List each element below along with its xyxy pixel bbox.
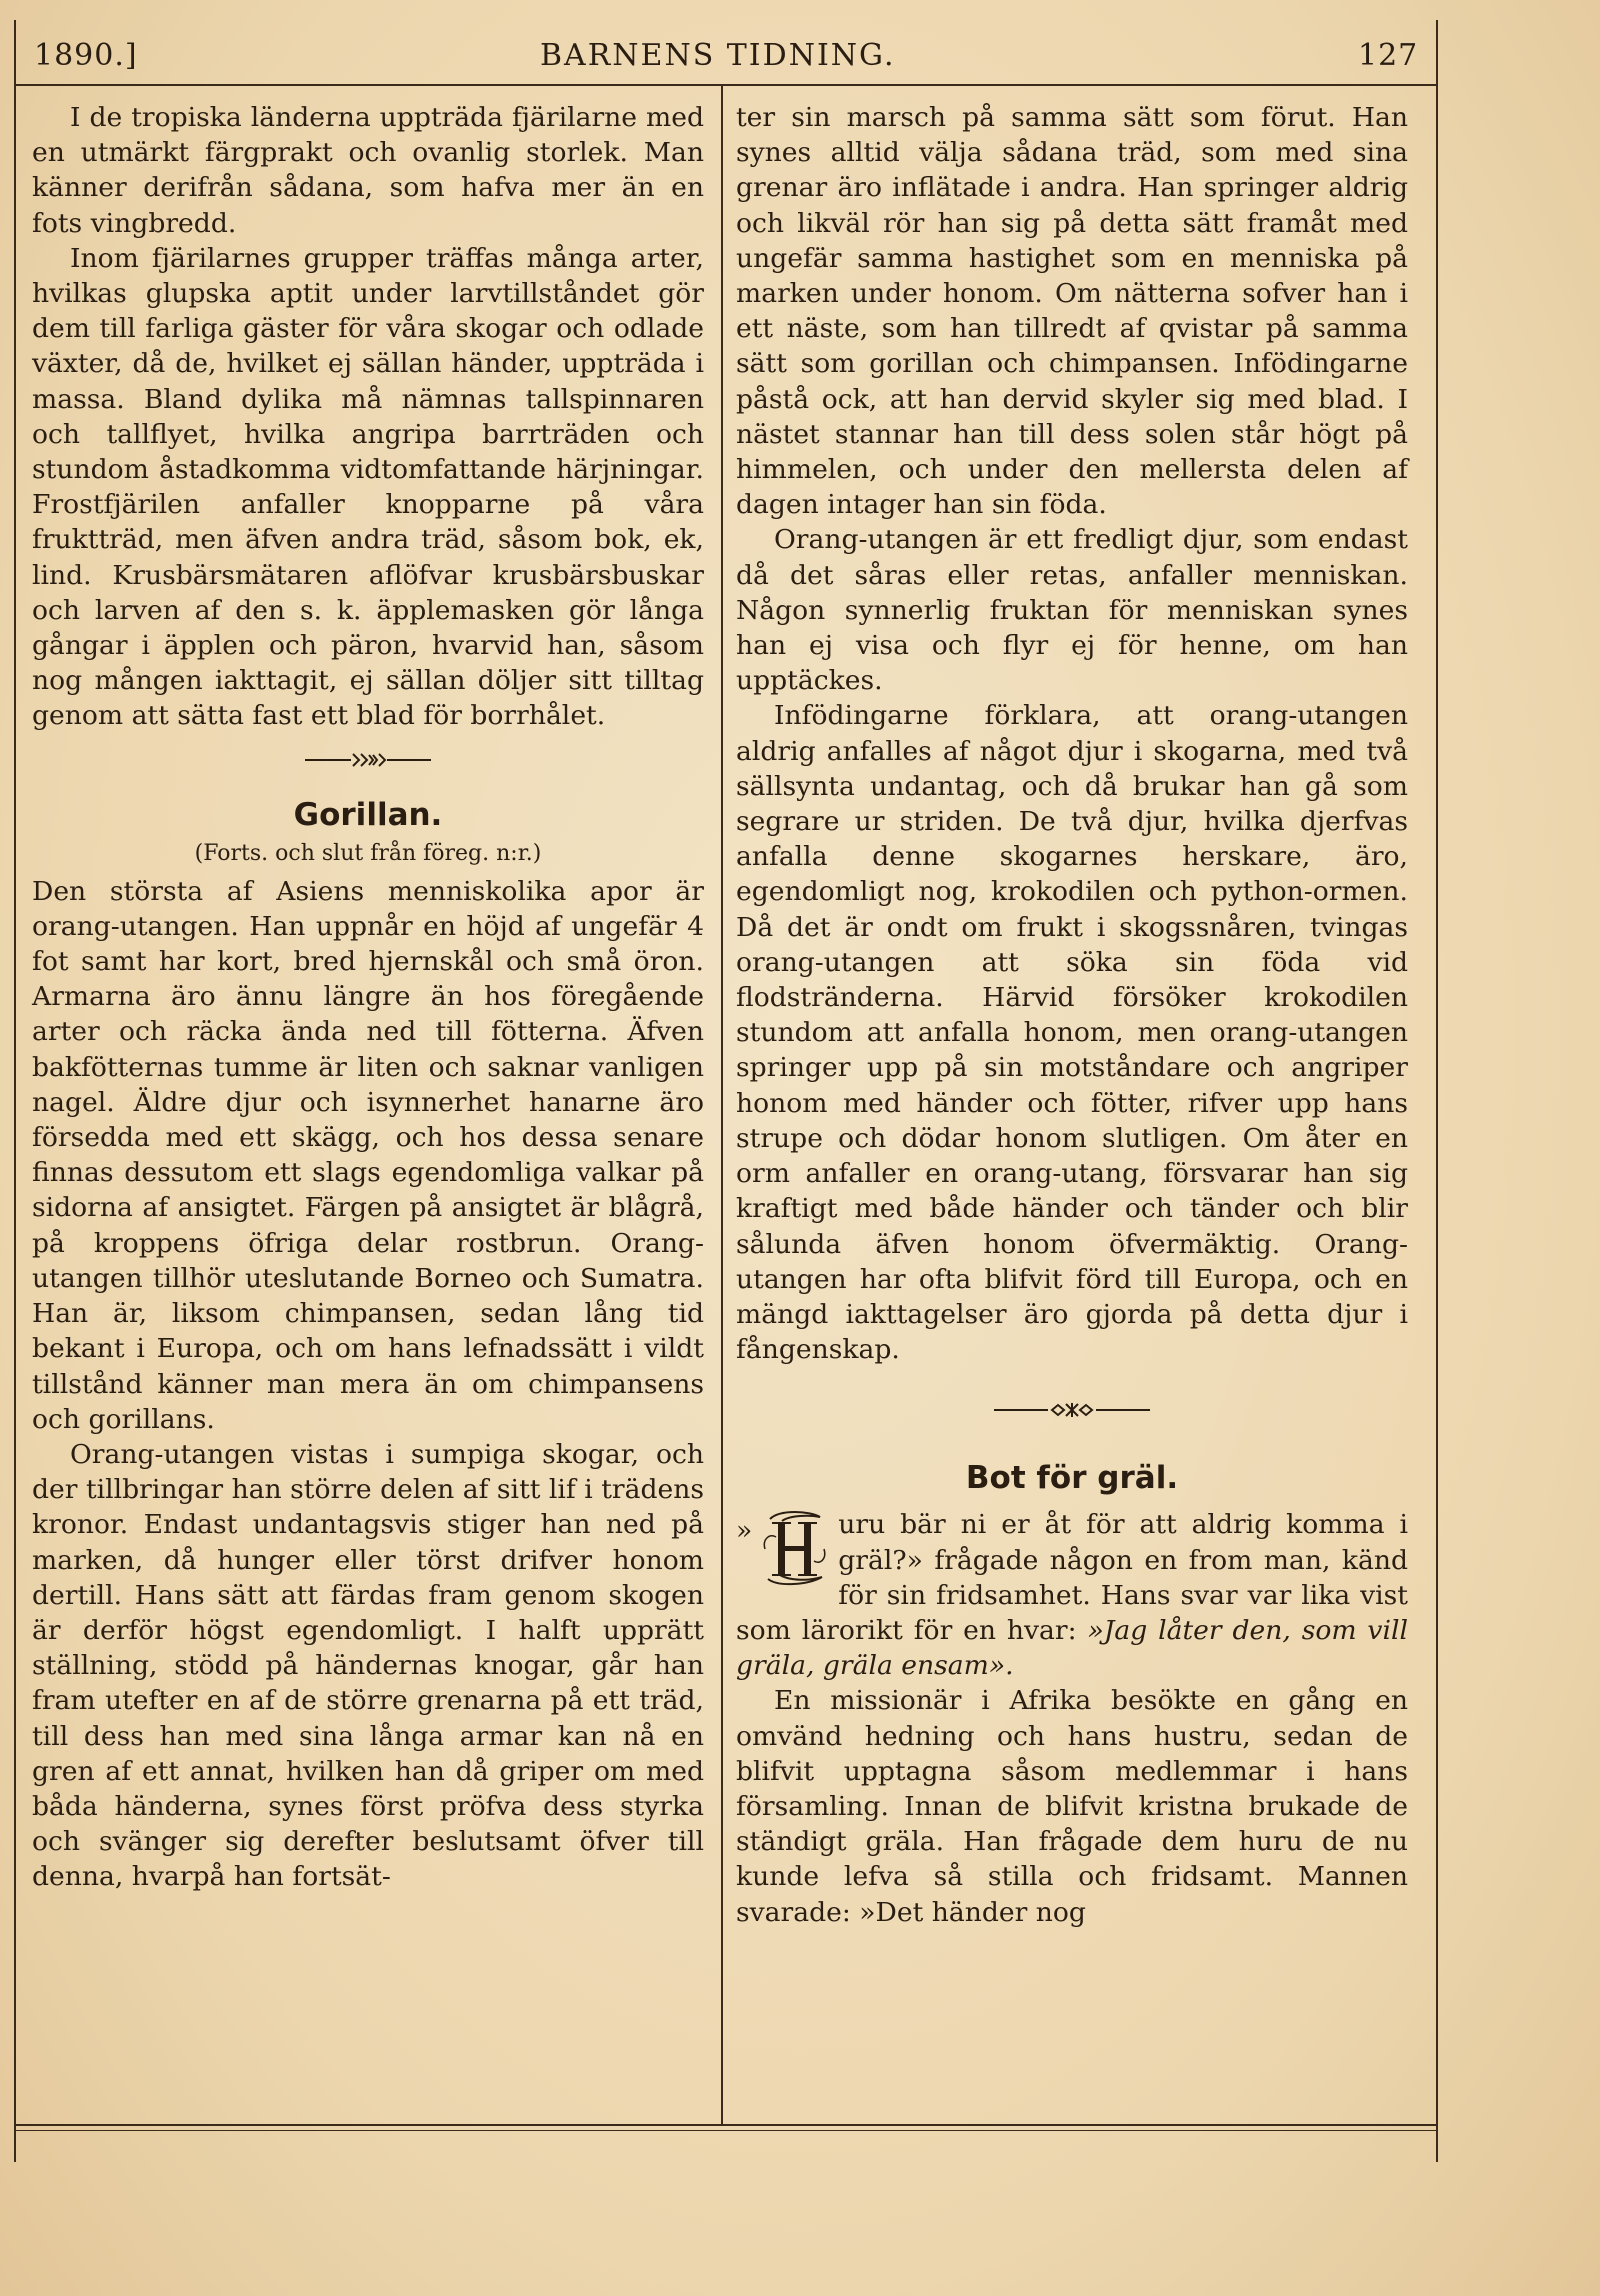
bot-paragraph-2: En missionär i Afrika besökte en gång en omvänd hedning och hans hustru, sedan de blifvit upptagna såsom medlemmar i hans församling. Innan de blifvit kristna brukade de ständigt gräla. Han frågade dem huru de nu kunde lefva så stilla och fridsamt. Mannen svarade: »Det händer nog — [736, 1685, 1408, 1928]
section-ornament-2 — [736, 1367, 1408, 1453]
gorilla-subtitle: (Forts. och slut från föreg. n:r.) — [194, 840, 542, 866]
bot-title: Bot för gräl. — [965, 1460, 1179, 1497]
left-column — [32, 100, 704, 1895]
footer-rule-thin — [14, 2130, 1438, 2131]
butterfly-paragraph-2: Inom fjärilarnes grupper träffas många arter, hvilkas glupska aptit under larvtillståndet gör dem till farliga gäster för våra skogar och odlade växter, då de, hvilket ej sällan händer, uppträda i massa. Bland dylika må nämnas tallspinnaren och tallflyet, hvilka angripa barrträden och stundom åstadkomma vidtomfattande härjningar. Frostfjärilen anfaller knopparne på våra fruktträd, men äfven andra träd, såsom bok, ek, lind. Krusbärsmätaren aflöfvar krusbärsbuskar och larven af den s. k. äpplemasken gör långa gångar i äpplen och päron, hvarvid han, såsom nog mången iakttagit, ej sällan döljer sitt tilltag genom att sätta fast ett blad för borrhålet. — [32, 242, 704, 732]
gorilla-title: Gorillan. — [293, 796, 443, 833]
right-column — [736, 100, 1408, 1930]
header-title: BARNENS TIDNING. — [540, 38, 896, 73]
gorilla-continued-paragraph-2: Orang-utangen är ett fredligt djur, som endast då det såras eller retas, anfaller menniskan. Någon synnerlig fruktan för menniskan synes han ej visa och flyr ej för henne, om han upptäckes. — [736, 524, 1408, 697]
gorilla-paragraph-1: Den största af Asiens menniskolika apor är orang-utangen. Han uppnår en höjd af ungefär 4 fot samt har kort, bred hjernskål och små öron. Armarna äro ännu längre än hos föregående arter och räcka ända ned till fötterna. Äfven bakfötternas tumme är liten och saknar vanligen nagel. Äldre djur och isynnerhet hanarne äro försedda med ett skägg, och hos dessa senare finnas dessutom ett slags egendomliga valkar på sidorna af ansigtet. Färgen på ansigtet är blågrå, på kroppens öfriga delar rostbrun. Orang-utangen tillhör uteslutande Borneo och Sumatra. Han är, liksom chimpansen, sedan lång tid bekant i Europa, och om hans lefnadssätt i vildt tillstånd känner man mera än om chimpansens och gorillans. — [32, 875, 704, 1435]
bot-quote: »Jag låter den, som vill gräla, gräla ensam». — [736, 1614, 1408, 1682]
section-ornament — [32, 734, 704, 786]
header-year: 1890.] — [34, 38, 138, 73]
page-number: 127 — [1358, 38, 1419, 73]
gorilla-continued-paragraph-3: Infödingarne förklara, att orang-utangen aldrig anfalles af något djur i skogarna, med två sällsynta undantag, och då brukar han gå som segrare ur striden. De två djur, hvilka djerfvas anfalla denne skogarnes herskare, äro, egendomligt nog, krokodilen och python-ormen. Då det är ondt om frukt i skogssnåren, tvingas orang-utangen att söka sin föda vid flodstränderna. Härvid försöker krokodilen stundom att anfalla honom, men orang-utangen springer upp på sin motståndare och angriper honom med händer och fötter, rifver upp hans strupe och dödar honom slutligen. Om åter en orm anfaller en orang-utang, försvarar han sig kraftigt med både händer och tänder och blir sålunda äfven honom öfvermäktig. Orang-utangen har ofta blifvit förd till Europa, och en mängd iakttagelser äro gjorda på detta djur i fångenskap. — [736, 700, 1408, 1366]
opening-quote: » — [736, 1515, 753, 1547]
ornament-divider-icon — [303, 750, 433, 770]
ornament-divider-icon — [992, 1400, 1152, 1420]
bot-paragraph-1-text: uru bär ni er åt för att aldrig komma i gräl?» frågade någon en from man, känd för sin fridsamhet. Hans svar var lika vist som lärorikt för en hvar: — [736, 1509, 1408, 1646]
header-rule — [14, 84, 1438, 86]
gorilla-paragraph-2: Orang-utangen vistas i sumpiga skogar, och der tillbringar han större delen af sitt lif i trädens kronor. Endast undantagsvis stiger han ned på marken, då hunger eller törst drifver honom dertill. Hans sätt att färdas fram genom skogen är derför högst egendomligt. I halft upprätt ställning, stödd på händernas knogar, går han fram utefter en af de större grenarna på ett träd, till dess han med sina långa armar kan nå en gren af ett annat, hvilken han då griper om med båda händerna, synes först pröfva dess styrka och svänger sig derefter beslutsamt öfver till denna, hvarpå han fortsät- — [32, 1438, 704, 1893]
dropcap-h-icon — [760, 1509, 830, 1587]
footer-rule — [14, 2124, 1438, 2126]
gorilla-continued-paragraph-1: ter sin marsch på samma sätt som förut. Han synes alltid välja sådana träd, som med sina grenar äro inflätade i andra. Han springer aldrig och likväl rör han sig på detta sätt framåt med ungefär samma hastighet som en menniska på marken under honom. Om nätterna sofver han i ett näste, som han tillredt af qvistar på samma sätt som gorillan och chimpansen. Infödingarne påstå ock, att han dervid skyler sig med blad. I nästet stannar han till dess solen står högt på himmelen, och under den mellersta delen af dagen intager han sin föda. — [736, 102, 1408, 521]
column-divider — [721, 86, 723, 2124]
bot-paragraph-1 — [736, 1507, 1408, 1683]
butterfly-paragraph-1: I de tropiska länderna uppträda fjärilarne med en utmärkt färgprakt och ovanlig storlek. Man känner derifrån sådana, som hafva mer än en fots vingbredd. — [32, 102, 704, 239]
